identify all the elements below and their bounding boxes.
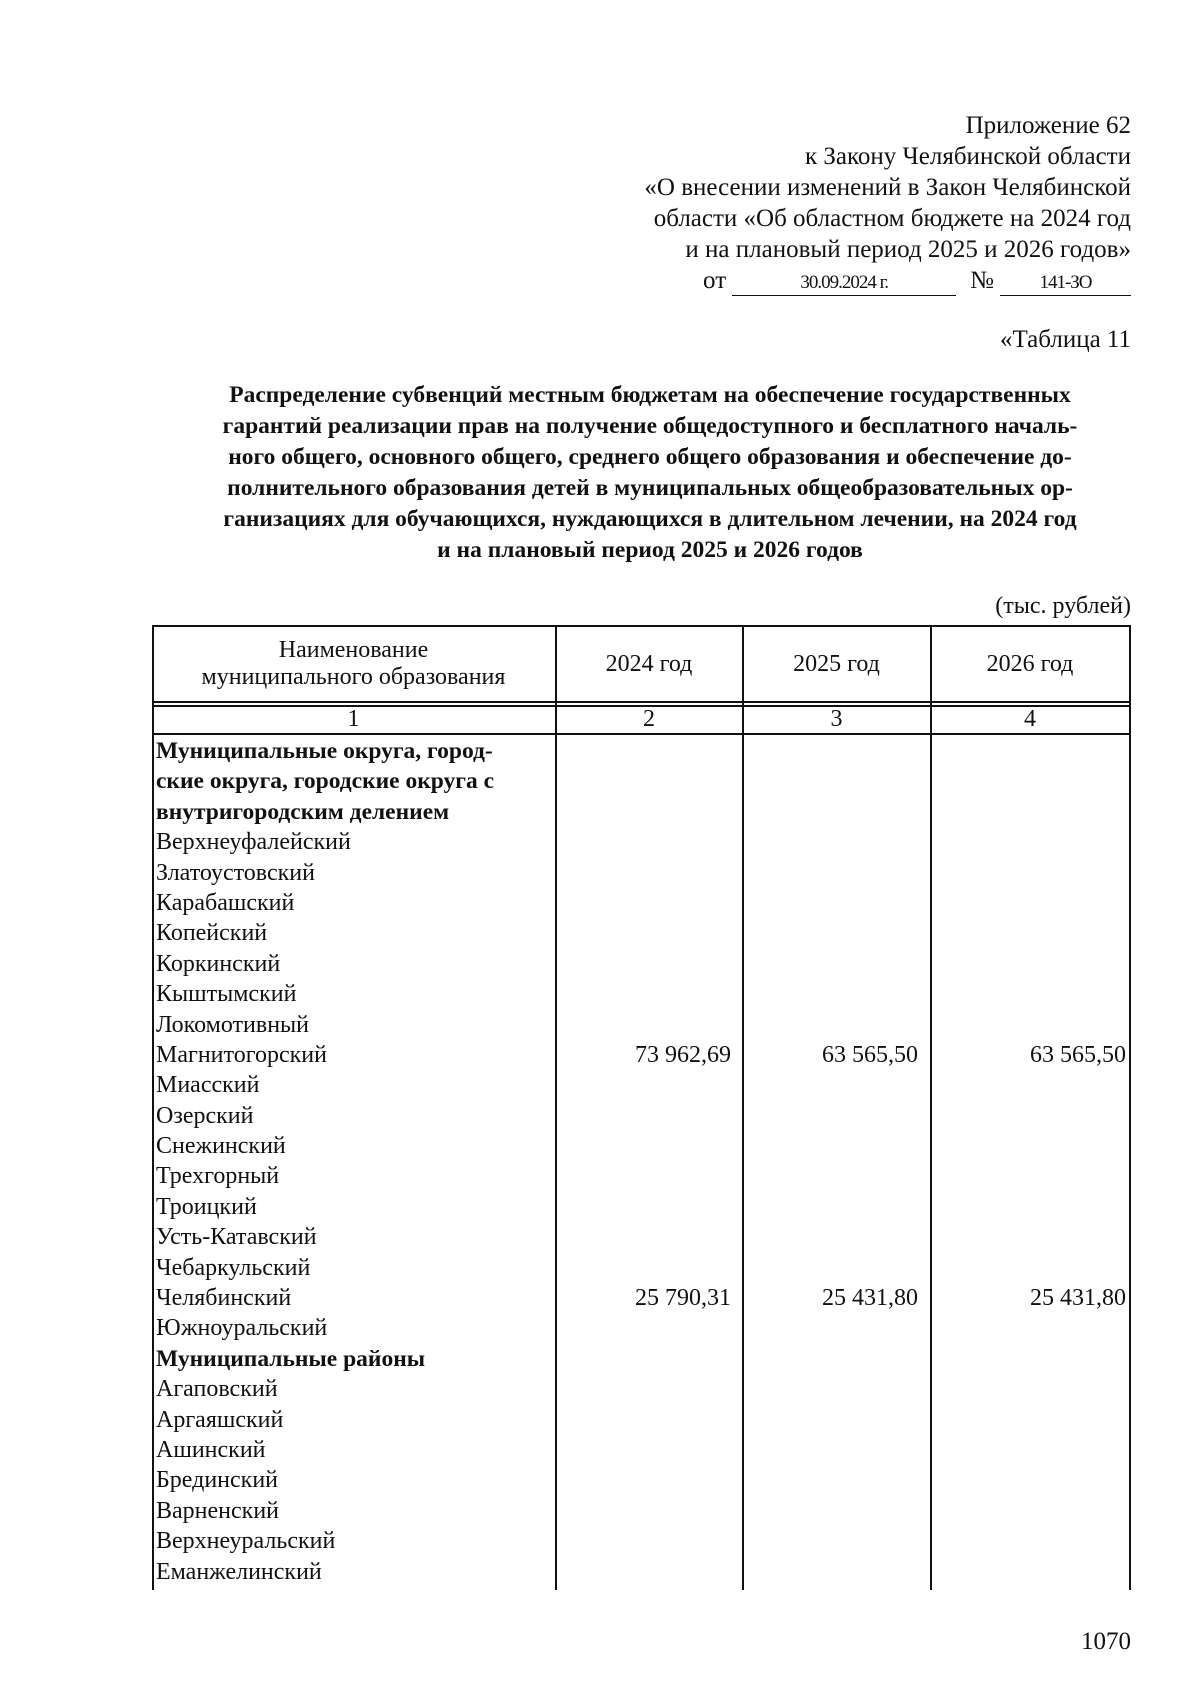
subvention-table — [152, 625, 1131, 1590]
value-2024: 25 790,31 — [635, 1285, 731, 1312]
table-row — [156, 858, 1131, 888]
header-line: области «Об областном бюджете на 2024 год — [653, 205, 1131, 232]
municipality-name: Златоустовский — [156, 859, 315, 886]
table-row — [156, 1010, 1131, 1040]
column-number: 4 — [1024, 706, 1036, 732]
municipality-name: Чебаркульский — [156, 1254, 311, 1281]
table-body — [156, 736, 1131, 1587]
municipality-name: Коркинский — [156, 950, 281, 977]
column-header-name: Наименование муниципального образования — [201, 637, 506, 690]
table-border-left — [152, 625, 154, 1590]
table-section-row — [156, 736, 1131, 766]
title-line: Распределение субвенций местным бюджетам на обеспечение государственных — [229, 382, 1071, 408]
value-2025: 25 431,80 — [822, 1285, 918, 1312]
value-2026: 63 565,50 — [1030, 1041, 1126, 1068]
title-line: гарантий реализации прав на получение общедоступного и бесплатного началь- — [222, 413, 1078, 439]
law-date-number-row — [571, 265, 1131, 296]
value-2024: 73 962,69 — [635, 1041, 731, 1068]
table-row — [156, 1222, 1131, 1252]
table-row — [156, 1101, 1131, 1131]
table-label: «Таблица 11 — [1000, 326, 1131, 353]
municipality-name: Снежинский — [156, 1133, 286, 1160]
municipality-name: Верхнеуральский — [156, 1528, 336, 1555]
from-label: от — [703, 267, 727, 294]
table-row — [156, 918, 1131, 948]
header-line: к Закону Челябинской области — [805, 143, 1131, 170]
table-row — [156, 949, 1131, 979]
table-row — [156, 1040, 1131, 1070]
law-date-field: 30.09.2024 г. — [732, 272, 956, 296]
table-row — [156, 1526, 1131, 1556]
table-row — [156, 1465, 1131, 1495]
header-line: и на плановый период 2025 и 2026 годов» — [685, 236, 1131, 263]
column-number: 1 — [347, 706, 360, 732]
number-label: № — [970, 267, 994, 294]
table-row — [156, 1161, 1131, 1191]
municipality-name: Магнитогорский — [156, 1041, 327, 1068]
municipality-name: Брединский — [156, 1467, 279, 1494]
municipality-name: Муниципальные районы — [156, 1345, 426, 1372]
table-row — [156, 1283, 1131, 1313]
municipality-name: Ашинский — [156, 1436, 266, 1463]
column-number: 2 — [643, 706, 655, 732]
table-section-row — [156, 766, 1131, 796]
column-header-2026: 2026 год — [986, 650, 1074, 677]
law-number-field: 141-ЗО — [1000, 272, 1131, 296]
municipality-name: Копейский — [156, 920, 268, 947]
municipality-name: Аргаяшский — [156, 1406, 284, 1433]
header-divider — [152, 701, 1131, 703]
table-row — [156, 888, 1131, 918]
municipality-name: ские округа, городские округа с — [156, 768, 494, 795]
number-row-divider — [152, 733, 1131, 735]
table-row — [156, 1557, 1131, 1587]
header-line: «О внесении изменений в Закон Челябинской — [644, 174, 1131, 201]
value-2025: 63 565,50 — [822, 1041, 918, 1068]
municipality-name: Миасский — [156, 1072, 260, 1099]
municipality-name: Кыштымский — [156, 981, 297, 1008]
table-row — [156, 979, 1131, 1009]
table-row — [156, 1374, 1131, 1404]
table-section-row — [156, 1344, 1131, 1374]
appendix-header — [571, 110, 1131, 296]
municipality-name: Озерский — [156, 1102, 254, 1129]
municipality-name: внутригородским делением — [156, 798, 450, 825]
title-line: ганизациях для обучающихся, нуждающихся в длительном лечении, на 2024 год — [223, 506, 1077, 532]
document-title — [160, 380, 1140, 566]
municipality-name: Агаповский — [156, 1376, 278, 1403]
table-row — [156, 1131, 1131, 1161]
municipality-name: Верхнеуфалейский — [156, 829, 351, 856]
title-line: ного общего, основного общего, среднего общего образования и обеспечение до- — [228, 444, 1072, 470]
municipality-name: Муниципальные округа, город- — [156, 738, 493, 764]
table-section-row — [156, 797, 1131, 827]
municipality-name: Усть-Катавский — [156, 1224, 317, 1251]
units-label: (тыс. рублей) — [995, 593, 1131, 619]
column-header-2024: 2024 год — [605, 650, 693, 677]
table-row — [156, 1253, 1131, 1283]
municipality-name: Варненский — [156, 1497, 279, 1524]
page-number: 1070 — [1081, 1628, 1131, 1655]
table-row — [156, 827, 1131, 857]
table-row — [156, 1313, 1131, 1343]
municipality-name: Челябинский — [156, 1285, 292, 1312]
municipality-name: Южноуральский — [156, 1315, 328, 1342]
table-row — [156, 1070, 1131, 1100]
table-row — [156, 1192, 1131, 1222]
title-line: и на плановый период 2025 и 2026 годов — [437, 537, 863, 563]
municipality-name: Трехгорный — [156, 1163, 280, 1190]
municipality-name: Локомотивный — [156, 1011, 310, 1038]
column-number: 3 — [830, 706, 843, 732]
column-header-2025: 2025 год — [793, 650, 880, 677]
title-line: полнительного образования детей в муниципальных общеобразовательных ор- — [227, 475, 1073, 501]
municipality-name: Троицкий — [156, 1193, 257, 1220]
table-row — [156, 1496, 1131, 1526]
table-row — [156, 1435, 1131, 1465]
municipality-name: Карабашский — [156, 889, 295, 916]
header-line: Приложение 62 — [965, 112, 1131, 139]
value-2026: 25 431,80 — [1030, 1285, 1126, 1312]
table-row — [156, 1405, 1131, 1435]
municipality-name: Еманжелинский — [156, 1558, 322, 1585]
